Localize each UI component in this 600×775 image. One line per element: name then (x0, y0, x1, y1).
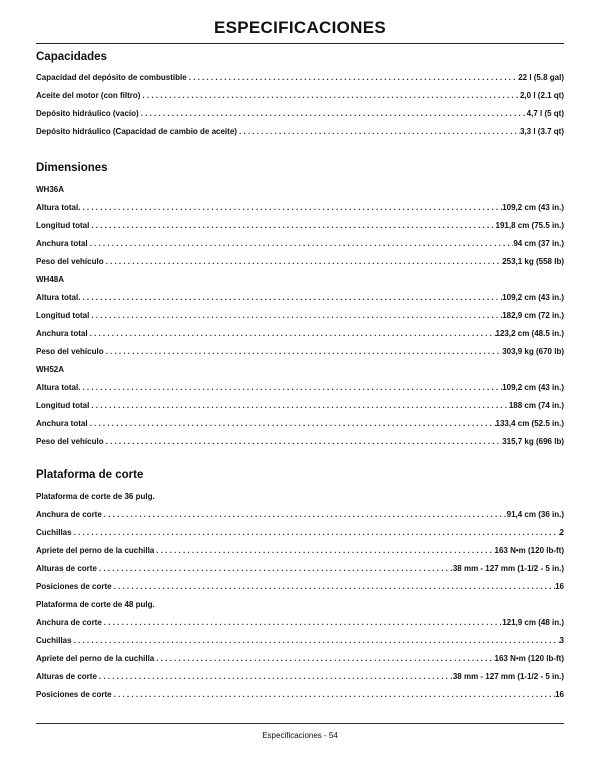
spec-row (36, 668, 564, 686)
spec-row (36, 379, 564, 397)
spec-value: 163 N•m (120 lb-ft) (494, 654, 564, 663)
spec-row (36, 253, 564, 271)
spec-label: Longitud total (36, 401, 90, 410)
spec-value: 191,8 cm (75.5 in.) (495, 221, 564, 230)
spec-row (36, 433, 564, 451)
spec-row (36, 650, 564, 668)
section-heading: Capacidades (36, 51, 107, 63)
spec-row (36, 578, 564, 596)
spec-value: 38 mm - 127 mm (1-1/2 - 5 in.) (452, 564, 564, 573)
spec-label: Longitud total (36, 221, 90, 230)
spec-label: Cuchillas (36, 528, 72, 537)
page-footer: Especificaciones - 54 (262, 731, 338, 740)
spec-row (36, 325, 564, 343)
section-heading: Dimensiones (36, 162, 108, 174)
spec-label: Depósito hidráulico (Capacidad de cambio de aceite) (36, 127, 237, 136)
spec-row (36, 560, 564, 578)
deck-heading: Plataforma de corte de 36 pulg. (36, 492, 155, 501)
spec-value: 133,4 cm (52.5 in.) (495, 419, 564, 428)
spec-label: Posiciones de corte (36, 582, 112, 591)
spec-label: Peso del vehículo (36, 437, 104, 446)
spec-value: 91,4 cm (36 in.) (506, 510, 564, 519)
page-title: ESPECIFICACIONES (214, 18, 386, 37)
spec-label: Peso del vehículo (36, 257, 104, 266)
spec-value: 188 cm (74 in.) (508, 401, 564, 410)
spec-label: Anchura total (36, 419, 88, 428)
model-heading: WH48A (36, 275, 65, 284)
footer-rule (36, 723, 564, 724)
dimensiones-section (36, 159, 564, 451)
title-rule (36, 43, 564, 44)
spec-row (36, 343, 564, 361)
spec-value: 22 l (5.8 gal) (518, 73, 564, 82)
spec-row (36, 87, 564, 105)
spec-label: Anchura de corte (36, 510, 102, 519)
spec-value: 4,7 l (5 qt) (526, 109, 564, 118)
spec-label: Anchura total (36, 329, 88, 338)
spec-value: 3,3 l (3.7 qt) (519, 127, 564, 136)
spec-label: Altura total. (36, 293, 81, 302)
spec-row (36, 686, 564, 704)
spec-label: Cuchillas (36, 636, 72, 645)
spec-value: 16 (555, 690, 564, 699)
spec-value: 121,9 cm (48 in.) (502, 618, 564, 627)
deck-heading: Plataforma de corte de 48 pulg. (36, 600, 155, 609)
spec-value: 253,1 kg (558 lb) (502, 257, 564, 266)
spec-label: Alturas de corte (36, 672, 97, 681)
spec-label: Apriete del perno de la cuchilla (36, 654, 155, 663)
spec-value: 315,7 kg (696 lb) (502, 437, 564, 446)
spec-row (36, 524, 564, 542)
spec-row (36, 199, 564, 217)
spec-row (36, 397, 564, 415)
spec-value: 94 cm (37 in.) (513, 239, 564, 248)
spec-label: Anchura total (36, 239, 88, 248)
spec-row (36, 235, 564, 253)
spec-value: 38 mm - 127 mm (1-1/2 - 5 in.) (452, 672, 564, 681)
spec-row (36, 69, 564, 87)
spec-row (36, 632, 564, 650)
spec-label: Posiciones de corte (36, 690, 112, 699)
spec-value: 182,9 cm (72 in.) (502, 311, 564, 320)
spec-row (36, 415, 564, 433)
spec-label: Depósito hidráulico (vacío) (36, 109, 139, 118)
spec-row (36, 123, 564, 141)
spec-row (36, 217, 564, 235)
section-heading: Plataforma de corte (36, 469, 144, 481)
spec-row (36, 542, 564, 560)
spec-value: 109,2 cm (43 in.) (502, 383, 564, 392)
spec-label: Altura total. (36, 383, 81, 392)
spec-label: Altura total. (36, 203, 81, 212)
spec-value: 123,2 cm (48.5 in.) (495, 329, 564, 338)
spec-label: Anchura de corte (36, 618, 102, 627)
capacidades-section (36, 48, 564, 141)
spec-value: 109,2 cm (43 in.) (502, 203, 564, 212)
spec-row (36, 289, 564, 307)
spec-label: Alturas de corte (36, 564, 97, 573)
spec-row (36, 506, 564, 524)
spec-value: 2 (559, 528, 564, 537)
spec-value: 163 N•m (120 lb-ft) (494, 546, 564, 555)
spec-value: 109,2 cm (43 in.) (502, 293, 564, 302)
spec-value: 16 (555, 582, 564, 591)
spec-label: Apriete del perno de la cuchilla (36, 546, 155, 555)
spec-label: Longitud total (36, 311, 90, 320)
spec-row (36, 105, 564, 123)
spec-row (36, 614, 564, 632)
spec-label: Aceite del motor (con filtro) (36, 91, 141, 100)
plataforma-section (36, 466, 564, 704)
model-heading: WH52A (36, 365, 65, 374)
spec-label: Capacidad del depósito de combustible (36, 73, 187, 82)
model-heading: WH36A (36, 185, 65, 194)
spec-row (36, 307, 564, 325)
spec-label: Peso del vehículo (36, 347, 104, 356)
spec-value: 2,0 l (2.1 qt) (519, 91, 564, 100)
spec-value: 3 (559, 636, 564, 645)
spec-value: 303,9 kg (670 lb) (502, 347, 564, 356)
